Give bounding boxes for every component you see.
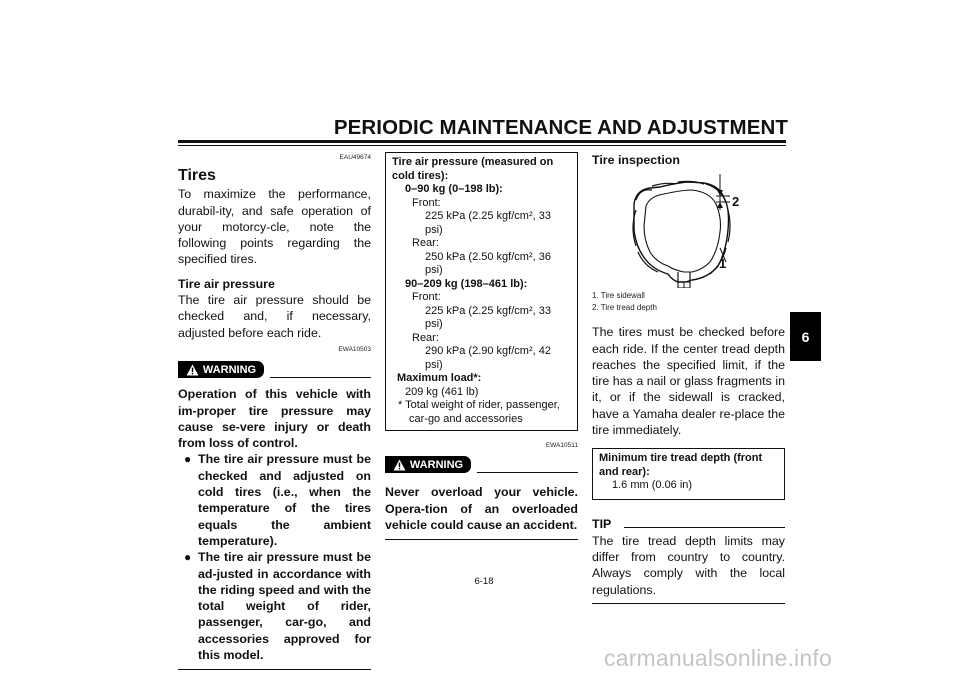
warning-triangle-icon (393, 459, 406, 471)
warning-label: WARNING (202, 363, 257, 376)
section-title: Tires (178, 167, 216, 185)
spec-value: 1.6 mm (0.06 in) (612, 479, 693, 492)
callout-1: 1 (719, 256, 727, 272)
max-load-label: Maximum load*: (397, 372, 482, 384)
warning-end-rule (385, 539, 578, 540)
spec-title: Tire air pressure (measured on cold tires): (392, 156, 554, 182)
rear-label: Rear: (412, 331, 439, 344)
page-header-title: PERIODIC MAINTENANCE AND ADJUSTMENT (333, 116, 788, 139)
warning-end-rule (178, 669, 371, 670)
front-label: Front: (412, 196, 441, 209)
subsection-paragraph: The tire air pressure should be checked and, if necessary, adjusted before each ride. (178, 293, 371, 340)
warning-triangle-icon (186, 364, 199, 376)
front-pressure-1: 225 kPa (2.25 kgf/cm², 33 psi) (425, 210, 551, 236)
column-1 (178, 150, 371, 670)
footer-watermark: carmanualsonline.info (604, 645, 832, 671)
tread-depth-spec-box (592, 448, 785, 500)
spec-title: Minimum tire tread depth (front and rear): (599, 452, 763, 478)
warning-code: EWA10503 (338, 345, 371, 353)
intro-paragraph: To maximize the performance, durabil-ity, and safe operation of your motorcy-cle, note the following points regarding the specified tires. (178, 187, 371, 267)
rear-pressure-1: 250 kPa (2.50 kgf/cm², 36 psi) (425, 250, 551, 276)
front-label: Front: (412, 291, 441, 303)
rear-pressure-2: 290 kPa (2.90 kgf/cm², 42 psi) (425, 345, 551, 371)
section-code: EAU49674 (339, 154, 371, 161)
front-pressure-2: 225 kPa (2.25 kgf/cm², 33 psi) (425, 304, 551, 330)
header-rule (178, 140, 786, 143)
rear-label: Rear: (412, 237, 439, 249)
column-2 (385, 152, 578, 540)
section-title: Tire inspection (592, 153, 680, 167)
warning-text: Operation of this vehicle with im-proper tire pressure may cause se-vere injury or death from loss of control. (178, 387, 371, 451)
warning-code: EWA10511 (545, 442, 578, 449)
callout-2: 2 (732, 194, 740, 210)
list-item: ● The tire air pressure must be checked and adjusted on cold tires (i.e., when the temperature of the tires equals the ambient temperature). (184, 452, 371, 548)
tire-figure (592, 170, 785, 288)
max-load-value: 209 kg (461 lb) (405, 385, 479, 398)
warning-header (385, 456, 578, 476)
header-rule-thin (178, 145, 786, 146)
subsection-title: Tire air pressure (178, 276, 275, 291)
tire-pressure-spec-box (385, 152, 578, 431)
warning-bullets (178, 451, 371, 663)
tip-header (592, 516, 785, 532)
warning-badge (385, 456, 471, 473)
column-3 (592, 152, 785, 604)
tip-end-rule (592, 603, 785, 604)
warning-rule (477, 472, 578, 473)
figure-caption-2: 2. Tire tread depth (592, 303, 657, 313)
figure-caption-1: 1. Tire sidewall (592, 291, 645, 301)
page-number: 6-18 (474, 576, 494, 587)
list-item: ● The tire air pressure must be ad-justed in accordance with the riding speed and with the total weight of rider, passenger, car-go, and accessories approved for this model. (184, 550, 371, 663)
warning-label: WARNING (409, 458, 464, 471)
warning-header (178, 361, 371, 381)
tip-rule (624, 527, 785, 528)
tire-cross-section-figure (592, 170, 785, 288)
chapter-tab: 6 (790, 312, 821, 361)
load-range-1: 0–90 kg (0–198 lb): (405, 183, 503, 195)
inspection-paragraph: The tires must be checked before each ride. If the center tread depth reaches the specified limit, if the tire has a nail or glass fragments in it, or if the sidewall is cracked, have a Yamaha dealer re-place the tire immediately. (592, 325, 785, 438)
warning-rule (270, 377, 371, 378)
warning-text: Never overload your vehicle. Opera-tion of an overloaded vehicle could cause an accident. (385, 485, 578, 532)
load-range-2: 90–209 kg (198–461 lb): (405, 277, 528, 290)
warning-badge (178, 361, 264, 378)
bullet-icon: ● (184, 550, 192, 565)
footnote: * Total weight of rider, passenger, car-go and accessories (398, 399, 560, 425)
tip-label: TIP (592, 516, 612, 531)
bullet-icon: ● (184, 452, 192, 467)
tip-text: The tire tread depth limits may differ from country to country. Always comply with the local regulations. (592, 533, 785, 597)
